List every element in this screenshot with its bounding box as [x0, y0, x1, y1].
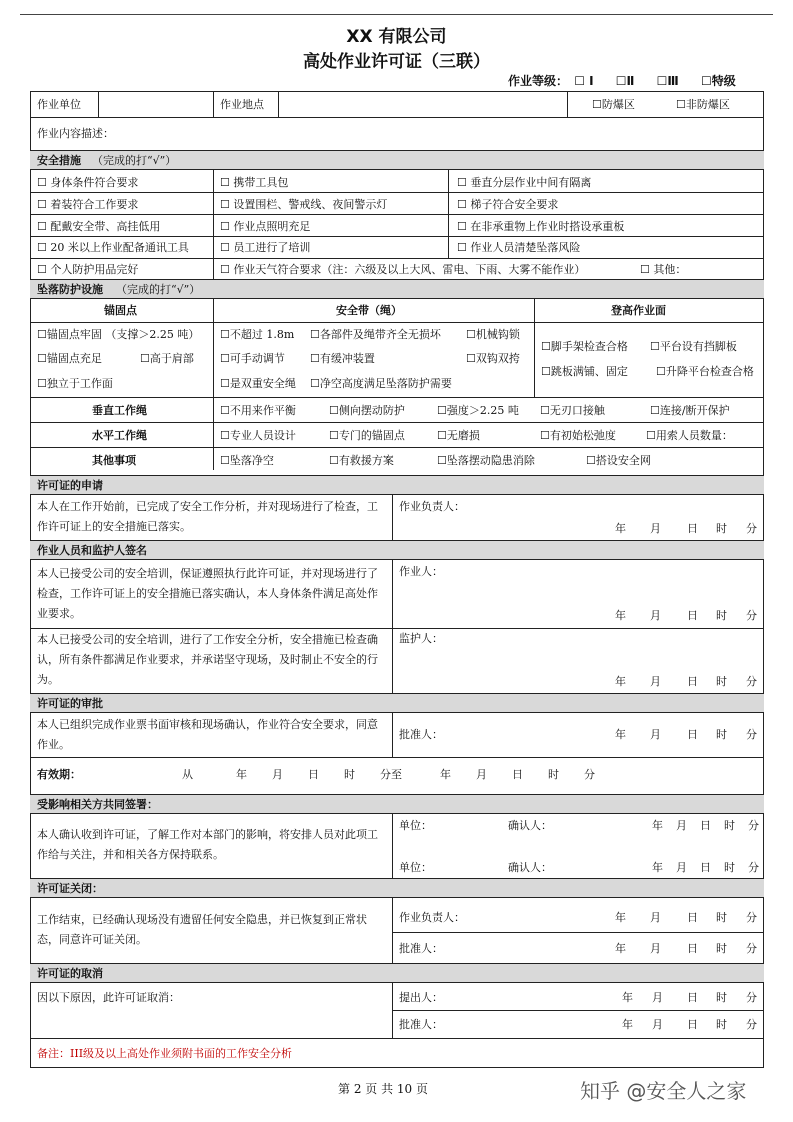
valid-start-day: 日	[308, 768, 319, 781]
valid-start-year: 年	[236, 768, 247, 781]
close-statement: 工作结束，已经确认现场没有遗留任何安全隐患，并已恢复到正常状态，同意许可证关闭。	[37, 913, 367, 946]
other-item[interactable]: ☐有救援方案	[329, 454, 394, 467]
affected-month-2: 月	[676, 861, 687, 874]
company-title: XX 有限公司	[346, 27, 447, 47]
valid-period-label: 有效期：	[37, 768, 81, 781]
page-number: 第 2 页 共 10 页	[338, 1082, 428, 1096]
affected-title: 受影响相关方共同签署：	[37, 798, 158, 811]
level-label: 作业等级：	[508, 74, 569, 88]
close-approve-minute: 分	[746, 942, 757, 955]
close-approve-month: 月	[650, 942, 661, 955]
cancel-day: 日	[687, 991, 698, 1004]
horizontal-rope-item[interactable]: ☐用索人员数量：	[646, 429, 733, 442]
worker-year: 年	[615, 609, 626, 622]
apply-header	[30, 475, 764, 495]
sign-header	[30, 540, 764, 560]
affected-header	[30, 794, 764, 814]
worker-minute: 分	[746, 609, 757, 622]
cancel-hour: 时	[716, 991, 727, 1004]
vertical-rope-item[interactable]: ☐不用来作平衡	[220, 404, 296, 417]
cancel-approver-label: 批准人：	[399, 1018, 443, 1031]
valid-start-hour: 时	[344, 768, 355, 781]
cancel-approve-year: 年	[622, 1018, 633, 1031]
safety-item[interactable]: ☐ 着装符合工作要求	[37, 198, 139, 211]
close-approve-year: 年	[615, 942, 626, 955]
affected-confirm-label-2: 确认人：	[508, 861, 552, 874]
worker-day: 日	[687, 609, 698, 622]
sign-title: 作业人员和监护人签名	[37, 544, 147, 557]
close-minute: 分	[746, 911, 757, 924]
safety-hint: （完成的打“√”）	[92, 154, 177, 167]
approve-month: 月	[650, 728, 661, 741]
valid-end-hour: 时	[548, 768, 559, 781]
guard-year: 年	[615, 675, 626, 688]
cancel-approve-day: 日	[687, 1018, 698, 1031]
valid-start-month: 月	[272, 768, 283, 781]
platform-item[interactable]: ☐跳板满铺、固定	[541, 365, 628, 378]
worker-month: 月	[650, 609, 661, 622]
worker-statement: 本人已接受公司的安全培训，保证遵照执行此许可证，并对现场进行了检查，工作许可证上的安全措施已落实确认，本人身体条件满足高处作业要求。	[37, 567, 378, 620]
valid-end-day: 日	[512, 768, 523, 781]
anchor-item[interactable]: ☐独立于工作面	[37, 377, 113, 390]
affected-confirm-label: 确认人：	[508, 819, 552, 832]
affected-day: 日	[700, 819, 711, 832]
apply-month: 月	[650, 522, 661, 535]
apply-day: 日	[687, 522, 698, 535]
cancel-month: 月	[652, 991, 663, 1004]
approver-label: 批准人：	[399, 728, 443, 741]
cancel-approve-minute: 分	[746, 1018, 757, 1031]
belt-item[interactable]: ☐不超过 1.8m	[220, 328, 295, 341]
approve-hour: 时	[716, 728, 727, 741]
level-option-1[interactable]: ☐ Ⅰ	[574, 74, 594, 88]
safety-item[interactable]: ☐ 配戴安全带、高挂低用	[37, 220, 161, 233]
approve-day: 日	[687, 728, 698, 741]
work-content-label: 作业内容描述：	[37, 127, 114, 140]
belt-item[interactable]: ☐机械钩锁	[466, 328, 520, 341]
other-items-label: 其他事项	[92, 454, 136, 467]
cancel-minute: 分	[746, 991, 757, 1004]
approve-header	[30, 693, 764, 713]
work-site-label: 作业地点	[220, 98, 264, 111]
non-explosion-zone-checkbox[interactable]: ☐非防爆区	[676, 98, 730, 111]
col-belt: 安全带（绳）	[336, 304, 402, 317]
fall-title: 坠落防护设施	[37, 283, 103, 296]
close-approver-label: 批准人：	[399, 942, 443, 955]
cancel-title: 许可证的取消	[37, 967, 103, 980]
safety-item[interactable]: ☐ 垂直分层作业中间有隔离	[457, 176, 592, 189]
anchor-item[interactable]: ☐锚固点牢固 （支撑＞2.25 吨）	[37, 328, 200, 341]
safety-item[interactable]: ☐ 梯子符合安全要求	[457, 198, 559, 211]
vertical-rope-item[interactable]: ☐强度＞2.25 吨	[437, 404, 519, 417]
close-approve-hour: 时	[716, 942, 727, 955]
safety-title: 安全措施	[37, 154, 81, 167]
top-rule	[20, 14, 773, 15]
affected-hour-2: 时	[724, 861, 735, 874]
anchor-item[interactable]: ☐锚固点充足	[37, 352, 102, 365]
page-title: 高处作业许可证（三联）	[303, 52, 490, 72]
belt-item[interactable]: ☐各部件及绳带齐全无损坏	[310, 328, 441, 341]
worker-label: 作业人：	[399, 565, 443, 578]
guard-day: 日	[687, 675, 698, 688]
col-anchor: 锚固点	[104, 304, 137, 317]
valid-end-month: 月	[476, 768, 487, 781]
cancel-proposer-label: 提出人：	[399, 991, 443, 1004]
fall-protection-header	[30, 279, 764, 299]
cancel-approve-hour: 时	[716, 1018, 727, 1031]
safety-header	[30, 150, 764, 170]
guard-minute: 分	[746, 675, 757, 688]
work-unit-label: 作业单位	[37, 98, 81, 111]
level-option-2[interactable]: ☐Ⅱ	[615, 74, 635, 88]
level-option-special[interactable]: ☐特级	[700, 74, 736, 88]
safety-item[interactable]: ☐ 个人防护用品完好	[37, 263, 139, 276]
close-header	[30, 878, 764, 898]
explosion-zone-checkbox[interactable]: ☐防爆区	[592, 98, 635, 111]
belt-item[interactable]: ☐净空高度满足坠落防护需要	[310, 377, 452, 390]
platform-item[interactable]: ☐脚手架检查合格	[541, 340, 628, 353]
vertical-rope-item[interactable]: ☐侧向摆动防护	[329, 404, 405, 417]
valid-to: 分至	[380, 768, 402, 781]
guard-hour: 时	[716, 675, 727, 688]
approve-statement: 本人已组织完成作业票书面审核和现场确认，作业符合安全要求，同意作业。	[37, 718, 378, 751]
affected-unit-label: 单位：	[399, 819, 432, 832]
approve-minute: 分	[746, 728, 757, 741]
level-option-3[interactable]: ☐Ⅲ	[656, 74, 679, 88]
safety-item[interactable]: ☐ 作业点照明充足	[220, 220, 311, 233]
belt-item[interactable]: ☐双钩双挎	[466, 352, 520, 365]
watermark: 知乎 @安全人之家	[580, 1079, 747, 1103]
guard-statement: 本人已接受公司的安全培训，进行了工作安全分析，安全措施已检查确认，所有条件都满足作业要求，并承诺坚守现场，及时制止不安全的行为。	[37, 633, 378, 686]
affected-minute-2: 分	[748, 861, 759, 874]
platform-item[interactable]: ☐平台设有挡脚板	[650, 340, 737, 353]
note: 备注：III级及以上高处作业须附书面的工作安全分析	[37, 1047, 293, 1060]
other-item[interactable]: ☐坠落净空	[220, 454, 274, 467]
apply-person-label: 作业负责人：	[399, 500, 465, 513]
close-month: 月	[650, 911, 661, 924]
safety-item-other[interactable]: ☐ 其他：	[640, 263, 687, 276]
affected-month: 月	[676, 819, 687, 832]
belt-item[interactable]: ☐可手动调节	[220, 352, 285, 365]
close-hour: 时	[716, 911, 727, 924]
safety-item[interactable]: ☐ 20 米以上作业配备通讯工具	[37, 241, 189, 254]
fall-hint: （完成的打“√”）	[116, 283, 201, 296]
horizontal-rope-item[interactable]: ☐有初始松弛度	[540, 429, 616, 442]
cancel-approve-month: 月	[652, 1018, 663, 1031]
safety-item[interactable]: ☐ 作业人员清楚坠落风险	[457, 241, 581, 254]
valid-from: 从	[182, 768, 193, 781]
vertical-rope-item[interactable]: ☐连接/断开保护	[650, 404, 730, 417]
vertical-rope-item[interactable]: ☐无刃口接触	[540, 404, 605, 417]
affected-year: 年	[652, 819, 663, 832]
safety-item-weather[interactable]: ☐ 作业天气符合要求（注：六级及以上大风、雷电、下雨、大雾不能作业）	[220, 263, 586, 276]
apply-statement: 本人在工作开始前，已完成了安全工作分析，并对现场进行了检查，工作许可证上的安全措施已落实。	[37, 500, 378, 533]
safety-item[interactable]: ☐ 携带工具包	[220, 176, 289, 189]
worker-hour: 时	[716, 609, 727, 622]
horizontal-rope-item[interactable]: ☐无磨损	[437, 429, 480, 442]
safety-item[interactable]: ☐ 身体条件符合要求	[37, 176, 139, 189]
belt-item[interactable]: ☐是双重安全绳	[220, 377, 296, 390]
apply-year: 年	[615, 522, 626, 535]
apply-minute: 分	[746, 522, 757, 535]
cancel-reason-label: 因以下原因，此许可证取消：	[37, 991, 180, 1004]
close-title: 许可证关闭：	[37, 882, 103, 895]
other-item[interactable]: ☐搭设安全网	[586, 454, 651, 467]
affected-year-2: 年	[652, 861, 663, 874]
affected-statement: 本人确认收到许可证，了解工作对本部门的影响，将安排人员对此项工作给与关注，并和相关各方保持联系。	[37, 828, 378, 861]
approve-title: 许可证的审批	[37, 697, 103, 710]
affected-unit-label-2: 单位：	[399, 861, 432, 874]
col-platform: 登高作业面	[611, 304, 666, 317]
valid-end-year: 年	[440, 768, 451, 781]
cancel-year: 年	[622, 991, 633, 1004]
work-level	[508, 72, 754, 89]
horizontal-rope-label: 水平工作绳	[92, 429, 147, 442]
close-year: 年	[615, 911, 626, 924]
apply-hour: 时	[716, 522, 727, 535]
anchor-item[interactable]: ☐高于肩部	[140, 352, 194, 365]
guard-label: 监护人：	[399, 632, 443, 645]
horizontal-rope-item[interactable]: ☐专业人员设计	[220, 429, 296, 442]
approve-year: 年	[615, 728, 626, 741]
safety-item[interactable]: ☐ 在非承重物上作业时搭设承重板	[457, 220, 625, 233]
safety-item[interactable]: ☐ 员工进行了培训	[220, 241, 311, 254]
cancel-header	[30, 963, 764, 983]
valid-end-minute: 分	[584, 768, 595, 781]
platform-item[interactable]: ☐升降平台检查合格	[656, 365, 754, 378]
vertical-rope-label: 垂直工作绳	[92, 404, 147, 417]
guard-month: 月	[650, 675, 661, 688]
close-approve-day: 日	[687, 942, 698, 955]
other-item[interactable]: ☐坠落摆动隐患消除	[437, 454, 535, 467]
horizontal-rope-item[interactable]: ☐专门的锚固点	[329, 429, 405, 442]
close-day: 日	[687, 911, 698, 924]
affected-hour: 时	[724, 819, 735, 832]
apply-title: 许可证的申请	[37, 479, 103, 492]
safety-item[interactable]: ☐ 设置围栏、警戒线、夜间警示灯	[220, 198, 388, 211]
affected-day-2: 日	[700, 861, 711, 874]
affected-minute: 分	[748, 819, 759, 832]
close-person-label: 作业负责人：	[399, 911, 465, 924]
belt-item[interactable]: ☐有缓冲装置	[310, 352, 375, 365]
